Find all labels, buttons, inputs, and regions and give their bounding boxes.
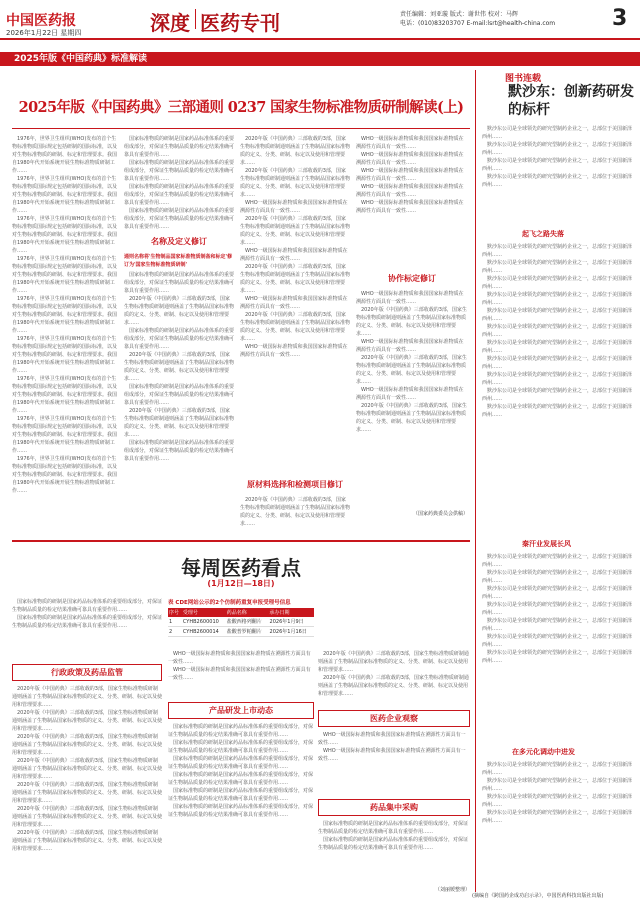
lead-col3: 2020年版《中国药典》三部收载的3部，国家生物标准物质研制通则涵盖了生物制品国家标准物质的定义、分类、研制、标定以及使用和管理要求…… 2020年版《中国药典》三部收载的3部，国家生物标准物质研制通则涵盖了生物制品国家标准物质的定义、分类、研制、标定以及使用和管理要求…… WHO一级国际标准物质和我国国家标准物质在溯源性方面具有一致性…… 2020年版《中国药典》三部收载的3部，国家生物标准物质研制通则涵盖了生物制品国家标准物质的定义、分类、研制、标定以及使用和管理要求…… WHO一级国际标准物质和我国国家标准物质在溯源性方面具有一致性…… 2020年版《中国药典》三部收载的3部，国家生物标准物质研制通则涵盖了生物制品国家标准物质的定义、分类、研制、标定以及使用和管理要求…… WHO一级国际标准物质和我国国家标准物质在溯源性方面具有一致性…… 2020年版《中国药典》三部收载的3部，国家生物标准物质研制通则涵盖了生物制品国家标准物质的定义、分类、研制、标定以及使用和管理要求…… WHO一级国际标准物质和我国国家标准物质在溯源性方面具有一致性…… 原材料选择和检测项目修订 2020年版《中国药典》三部收载的3部，国家生物标准物质研制通则涵盖了生物制品国家标准物质的定义、分类、研制、标定以及使用和管理要求…… (240, 136, 350, 527)
serial-label: 图书连载 (505, 74, 542, 84)
column-divider (475, 70, 476, 892)
bottom-credit: （国家药典委员会供稿） (412, 511, 468, 517)
serial-subhead-3: 在多元化调动中进发 (512, 748, 575, 756)
subhead-1: 名称及定义修订 (151, 236, 207, 246)
section-tag: 深度 (150, 11, 190, 35)
table-header: 承办日期 (269, 608, 314, 617)
section-rule (12, 540, 470, 542)
digest-dates: (1月12日—18日) (207, 579, 275, 588)
serial-subhead-2: 秦汗业发展长风 (522, 540, 571, 548)
digest-section-4: 药品集中采购 (318, 799, 470, 816)
newspaper-logo: 中国医药报 (6, 13, 76, 29)
editor-info: 责任编辑：刘亚璇 版式：谢世伟 校对：马辉 电话：(010)83203707 E-mail:lsrt@health-china.com (400, 11, 556, 27)
serial-subhead-1: 起飞之路失落 (522, 230, 564, 238)
section-divider (195, 9, 196, 29)
subhead-2: 原材料选择和检测项目修订 (247, 479, 343, 489)
cde-table (168, 598, 314, 637)
digest-col2: WHO一级国际标准物质和我国国家标准物质在溯源性方面具有一致性…… WHO一级国际标准物质和我国国家标准物质在溯源性方面具有一致性…… 产品研发上市动态 国家标准物质的研制是国家药品标准体系的重要组成部分，对保证生物制品质量的检定结果准确可靠具有重要作用…… 国家标准物质的研制是国家药品标准体系的重要组成部分，对保证生物制品质量的检定结果准确可靠具有重要作用…… 国家标准物质的研制是国家药品标准体系的重要组成部分，对保证生物制品质量的检定结果准确可靠具有重要作用…… 国家标准物质的研制是国家药品标准体系的重要组成部分，对保证生物制品质量的检定结果准确可靠具有重要作用…… 国家标准物质的研制是国家药品标准体系的重要组成部分，对保证生物制品质量的检定结果准确可靠具有重要作用…… 国家标准物质的研制是国家药品标准体系的重要组成部分，对保证生物制品质量的检定结果准确可靠具有重要作用…… (168, 651, 314, 818)
section-title: 医药专刊 (200, 11, 280, 35)
digest-section-3: 医药企业观察 (318, 710, 470, 727)
issue-date: 2026年1月22日 星期四 (6, 29, 82, 37)
subhead-1-note: 通则名称将'生物制品国家标准物质制备和标定'修订为'国家生物标准物质研制' (124, 254, 233, 268)
digest-col3: 2020年版《中国药典》三部收载的3部，国家生物标准物质研制通则涵盖了生物制品国家标准物质的定义、分类、研制、标定以及使用和管理要求…… 2020年版《中国药典》三部收载的3部，国家生物标准物质研制通则涵盖了生物制品国家标准物质的定义、分类、研制、标定以及使用和管理要求…… 医药企业观察 WHO一级国际标准物质和我国国家标准物质在溯源性方面具有一致性…… WHO一级国际标准物质和我国国家标准物质在溯源性方面具有一致性…… 药品集中采购 国家标准物质的研制是国家药品标准体系的重要组成部分，对保证生物制品质量的检定结果准确可靠具有重要作用…… 国家标准物质的研制是国家药品标准体系的重要组成部分，对保证生物制品质量的检定结果准确可靠具有重要作用…… （刘丽媛整理） (318, 651, 470, 893)
digest-section-2: 产品研发上市动态 (168, 702, 314, 719)
lead-col1: 1976年，世界卫生组织(WHO)发布的首个生物标准物质国际规定包括研制的国际标准，以及对生物标准物质的研制、标定和管理要求。我国自1980年代开始系统开展生物标准物质研制工作…… 1976年，世界卫生组织(WHO)发布的首个生物标准物质国际规定包括研制的国际标准，以及对生物标准物质的研制、标定和管理要求。我国自1980年代开始系统开展生物标准物质研制工作…… 1976年，世界卫生组织(WHO)发布的首个生物标准物质国际规定包括研制的国际标准，以及对生物标准物质的研制、标定和管理要求。我国自1980年代开始系统开展生物标准物质研制工作…… 1976年，世界卫生组织(WHO)发布的首个生物标准物质国际规定包括研制的国际标准，以及对生物标准物质的研制、标定和管理要求。我国自1980年代开始系统开展生物标准物质研制工作…… 1976年，世界卫生组织(WHO)发布的首个生物标准物质国际规定包括研制的国际标准，以及对生物标准物质的研制、标定和管理要求。我国自1980年代开始系统开展生物标准物质研制工作…… 1976年，世界卫生组织(WHO)发布的首个生物标准物质国际规定包括研制的国际标准，以及对生物标准物质的研制、标定和管理要求。我国自1980年代开始系统开展生物标准物质研制工作…… 1976年，世界卫生组织(WHO)发布的首个生物标准物质国际规定包括研制的国际标准，以及对生物标准物质的研制、标定和管理要求。我国自1980年代开始系统开展生物标准物质研制工作…… 1976年，世界卫生组织(WHO)发布的首个生物标准物质国际规定包括研制的国际标准，以及对生物标准物质的研制、标定和管理要求。我国自1980年代开始系统开展生物标准物质研制工作…… 1976年，世界卫生组织(WHO)发布的首个生物标准物质国际规定包括研制的国际标准，以及对生物标准物质的研制、标定和管理要求。我国自1980年代开始系统开展生物标准物质研制工作…… (12, 136, 118, 494)
table-header: 药品名称 (226, 608, 269, 617)
serial-title: 默沙东：创新药研发的标杆 (508, 84, 634, 118)
lead-headline: 2025年版《中国药典》三部通则 0237 国家生物标准物质研制解读(上) (18, 99, 464, 116)
subhead-3: 协作标定修订 (388, 273, 436, 283)
headline-rule (12, 128, 470, 129)
table-header: 受理号 (182, 608, 226, 617)
digest-section-1: 行政政策及药品监管 (12, 664, 162, 681)
table-row: 1 CYHB2600010 盐酸西格列酮片 2026年1月9日 (168, 617, 314, 627)
page-number: 3 (612, 6, 628, 31)
serial-source: (摘编自《跨国药企成功启示录》，中国医药科技出版社出版) (472, 893, 604, 899)
digest-credit: （刘丽媛整理） (434, 887, 470, 893)
table-title: 表 CDE网站公示的2个仿制药重复申报受理号信息 (168, 600, 291, 606)
topic-banner-text: 2025年版《中国药典》标准解读 (14, 54, 148, 64)
serial-body: 默沙东公司是全球领先的研究型制药企业之一，总部位于美国新泽西州…… 默沙东公司是全球领先的研究型制药企业之一，总部位于美国新泽西州…… 默沙东公司是全球领先的研究型制药企业之一，总部位于美国新泽西州…… 默沙东公司是全球领先的研究型制药企业之一，总部位于美国新泽西州…… 起飞之路失落 默沙东公司是全球领先的研究型制药企业之一，总部位于美国新泽西州…… 默沙东公司是全球领先的研究型制药企业之一，总部位于美国新泽西州…… 默沙东公司是全球领先的研究型制药企业之一，总部位于美国新泽西州…… 默沙东公司是全球领先的研究型制药企业之一，总部位于美国新泽西州…… 默沙东公司是全球领先的研究型制药企业之一，总部位于美国新泽西州…… 默沙东公司是全球领先的研究型制药企业之一，总部位于美国新泽西州…… 默沙东公司是全球领先的研究型制药企业之一，总部位于美国新泽西州…… 默沙东公司是全球领先的研究型制药企业之一，总部位于美国新泽西州…… 默沙东公司是全球领先的研究型制药企业之一，总部位于美国新泽西州…… 默沙东公司是全球领先的研究型制药企业之一，总部位于美国新泽西州…… 默沙东公司是全球领先的研究型制药企业之一，总部位于美国新泽西州…… 秦汗业发展长风 默沙东公司是全球领先的研究型制药企业之一，总部位于美国新泽西州…… 默沙东公司是全球领先的研究型制药企业之一，总部位于美国新泽西州…… 默沙东公司是全球领先的研究型制药企业之一，总部位于美国新泽西州…… 默沙东公司是全球领先的研究型制药企业之一，总部位于美国新泽西州…… 默沙东公司是全球领先的研究型制药企业之一，总部位于美国新泽西州…… 默沙东公司是全球领先的研究型制药企业之一，总部位于美国新泽西州…… 默沙东公司是全球领先的研究型制药企业之一，总部位于美国新泽西州…… 在多元化调动中进发 默沙东公司是全球领先的研究型制药企业之一，总部位于美国新泽西州…… 默沙东公司是全球领先的研究型制药企业之一，总部位于美国新泽西州…… 默沙东公司是全球领先的研究型制药企业之一，总部位于美国新泽西州…… 默沙东公司是全球领先的研究型制药企业之一，总部位于美国新泽西州…… (482, 126, 633, 824)
table-row: 2 CYHB2600014 盐酸普罗帕酮片 2026年1月16日 (168, 627, 314, 637)
lead-col4: WHO一级国际标准物质和我国国家标准物质在溯源性方面具有一致性…… WHO一级国际标准物质和我国国家标准物质在溯源性方面具有一致性…… WHO一级国际标准物质和我国国家标准物质在溯源性方面具有一致性…… WHO一级国际标准物质和我国国家标准物质在溯源性方面具有一致性…… WHO一级国际标准物质和我国国家标准物质在溯源性方面具有一致性…… 协作标定修订 WHO一级国际标准物质和我国国家标准物质在溯源性方面具有一致性…… 2020年版《中国药典》三部收载的3部，国家生物标准物质研制通则涵盖了生物制品国家标准物质的定义、分类、研制、标定以及使用和管理要求…… WHO一级国际标准物质和我国国家标准物质在溯源性方面具有一致性…… 2020年版《中国药典》三部收载的3部，国家生物标准物质研制通则涵盖了生物制品国家标准物质的定义、分类、研制、标定以及使用和管理要求…… WHO一级国际标准物质和我国国家标准物质在溯源性方面具有一致性…… 2020年版《中国药典》三部收载的3部，国家生物标准物质研制通则涵盖了生物制品国家标准物质的定义、分类、研制、标定以及使用和管理要求…… （国家药典委员会供稿） (356, 136, 468, 517)
digest-headline: 每周医药看点 (181, 556, 301, 580)
digest-col1: 国家标准物质的研制是国家药品标准体系的重要组成部分，对保证生物制品质量的检定结果准确可靠具有重要作用…… 国家标准物质的研制是国家药品标准体系的重要组成部分，对保证生物制品质量的检定结果准确可靠具有重要作用…… 行政政策及药品监管 2020年版《中国药典》三部收载的3部，国家生物标准物质研制通则涵盖了生物制品国家标准物质的定义、分类、研制、标定以及使用和管理要求…… 2020年版《中国药典》三部收载的3部，国家生物标准物质研制通则涵盖了生物制品国家标准物质的定义、分类、研制、标定以及使用和管理要求…… 2020年版《中国药典》三部收载的3部，国家生物标准物质研制通则涵盖了生物制品国家标准物质的定义、分类、研制、标定以及使用和管理要求…… 2020年版《中国药典》三部收载的3部，国家生物标准物质研制通则涵盖了生物制品国家标准物质的定义、分类、研制、标定以及使用和管理要求…… 2020年版《中国药典》三部收载的3部，国家生物标准物质研制通则涵盖了生物制品国家标准物质的定义、分类、研制、标定以及使用和管理要求…… 2020年版《中国药典》三部收载的3部，国家生物标准物质研制通则涵盖了生物制品国家标准物质的定义、分类、研制、标定以及使用和管理要求…… 2020年版《中国药典》三部收载的3部，国家生物标准物质研制通则涵盖了生物制品国家标准物质的定义、分类、研制、标定以及使用和管理要求…… (12, 599, 162, 852)
lead-col2: 国家标准物质的研制是国家药品标准体系的重要组成部分，对保证生物制品质量的检定结果准确可靠具有重要作用…… 国家标准物质的研制是国家药品标准体系的重要组成部分，对保证生物制品质量的检定结果准确可靠具有重要作用…… 国家标准物质的研制是国家药品标准体系的重要组成部分，对保证生物制品质量的检定结果准确可靠具有重要作用…… 国家标准物质的研制是国家药品标准体系的重要组成部分，对保证生物制品质量的检定结果准确可靠具有重要作用…… 名称及定义修订 通则名称将'生物制品国家标准物质制备和标定'修订为'国家生物标准物质研制' 国家标准物质的研制是国家药品标准体系的重要组成部分，对保证生物制品质量的检定结果准确可靠具有重要作用…… 2020年版《中国药典》三部收载的3部，国家生物标准物质研制通则涵盖了生物制品国家标准物质的定义、分类、研制、标定以及使用和管理要求…… 国家标准物质的研制是国家药品标准体系的重要组成部分，对保证生物制品质量的检定结果准确可靠具有重要作用…… 2020年版《中国药典》三部收载的3部，国家生物标准物质研制通则涵盖了生物制品国家标准物质的定义、分类、研制、标定以及使用和管理要求…… 国家标准物质的研制是国家药品标准体系的重要组成部分，对保证生物制品质量的检定结果准确可靠具有重要作用…… 2020年版《中国药典》三部收载的3部，国家生物标准物质研制通则涵盖了生物制品国家标准物质的定义、分类、研制、标定以及使用和管理要求…… 国家标准物质的研制是国家药品标准体系的重要组成部分，对保证生物制品质量的检定结果准确可靠具有重要作用…… (124, 136, 234, 462)
table-header: 序号 (168, 608, 182, 617)
